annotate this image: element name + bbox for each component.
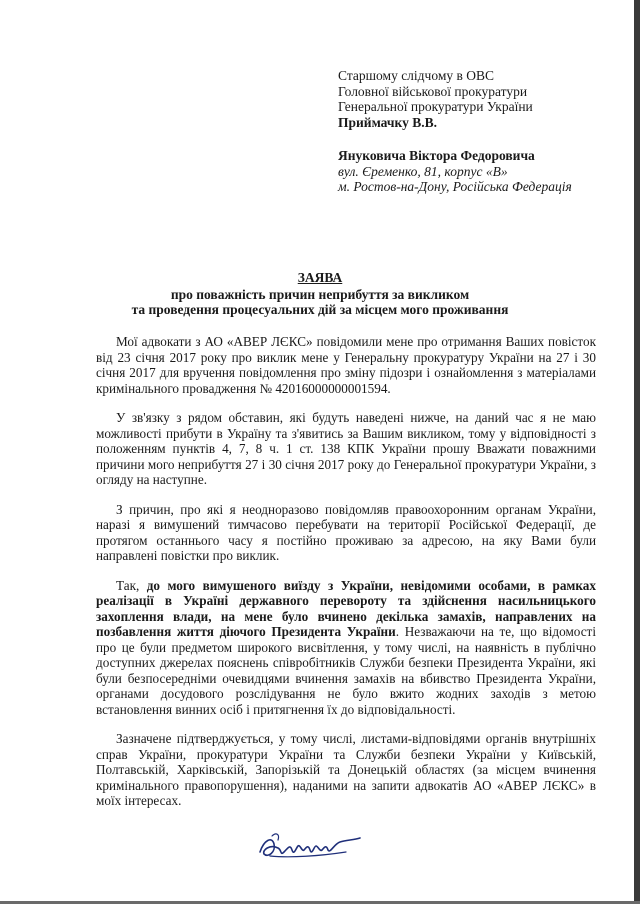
document-body [96, 334, 596, 823]
addressee-name: Приймачку В.В. [338, 114, 437, 130]
sender-city: м. Ростов-на-Дону, Російська Федерація [338, 179, 572, 194]
paragraph-2: У зв'язку з рядом обставин, які будуть наведені нижче, на даний час я не маю можливості прибути в Україну та з'явитись за Вашим викликом, тому у відповідності з положенням пунктів 4, 7, 8 ч. 1 ст. 138 КПК України прошу Вважати поважними причини мого неприбуття 27 і 30 січня 2017 року до Генеральної прокуратури України, з огляду на наступне. [96, 410, 596, 487]
sender-block [338, 148, 633, 195]
page-edge-right [634, 0, 640, 904]
paragraph-4-bold: до мого вимушеного виїзду з України, невідомими особами, в рамках реалізації в Україні державного перевороту та здійснення насильницького захоплення влади, на мене було вчинено декілька замахів, направлених на позбавлення життя діючого Президента України [96, 577, 596, 639]
addressee-block [338, 68, 628, 130]
document-subtitle-line2: та проведення процесуальних дій за місцем мого проживання [131, 302, 509, 317]
paragraph-4 [96, 578, 596, 718]
addressee-line1: Старшому слідчому в ОВС [338, 68, 494, 83]
document-title: ЗАЯВА [297, 270, 343, 285]
sender-name: Януковича Віктора Федоровича [338, 148, 535, 163]
addressee-line2: Головної військової прокуратури [338, 83, 528, 99]
paragraph-4-start: Так, [116, 577, 147, 593]
document-subtitle-line1: про поважність причин неприбуття за викликом [170, 287, 470, 302]
paragraph-1: Мої адвокати з АО «АВЕР ЛЄКС» повідомили мене про отримання Ваших повісток від 23 січня 2017 року про виклик мене у Генеральну прокуратуру України на 27 і 30 січня 2017 для вручення повідомлення про зміну підозри і ознайомлення з матеріалами кримінального провадження № 42016000000001594. [96, 334, 596, 396]
sender-street: вул. Єременко, 81, корпус «В» [338, 163, 508, 179]
handwritten-signature [250, 822, 370, 868]
addressee-line3: Генеральної прокуратури України [338, 99, 533, 114]
paragraph-3: З причин, про які я неодноразово повідомляв правоохоронним органам України, наразі я вимушений тимчасово перебувати на території Російської Федерації, де протягом останнього часу я постійно проживаю за адресою, на яку Вами були направлені повістки про виклик. [96, 501, 596, 563]
paragraph-4-rest: . Незважаючи на те, що відомості про це були предметом широкого висвітлення, у тому числі, на наявність в публічно доступних джерелах пояснень співробітників Служби безпеки Президента України, які були безпосередніми очевидцями вчинення замахів на вбивство Президента України, органами досудового розслідування не було вжито жодних заходів з метою встановлення винних осіб і притягнення їх до відповідальності. [96, 624, 596, 717]
paragraph-5: Зазначене підтверджується, у тому числі, листами-відповідями органів внутрішніх справ України, прокуратури України та Служби безпеки України у Київській, Полтавській, Харківській, Запорізькій та Донецькій областях (за місцем вчинення кримінального правопорушення), наданими на запити адвокатів АО «АВЕР ЛЄКС» в моїх інтересах. [96, 731, 596, 808]
